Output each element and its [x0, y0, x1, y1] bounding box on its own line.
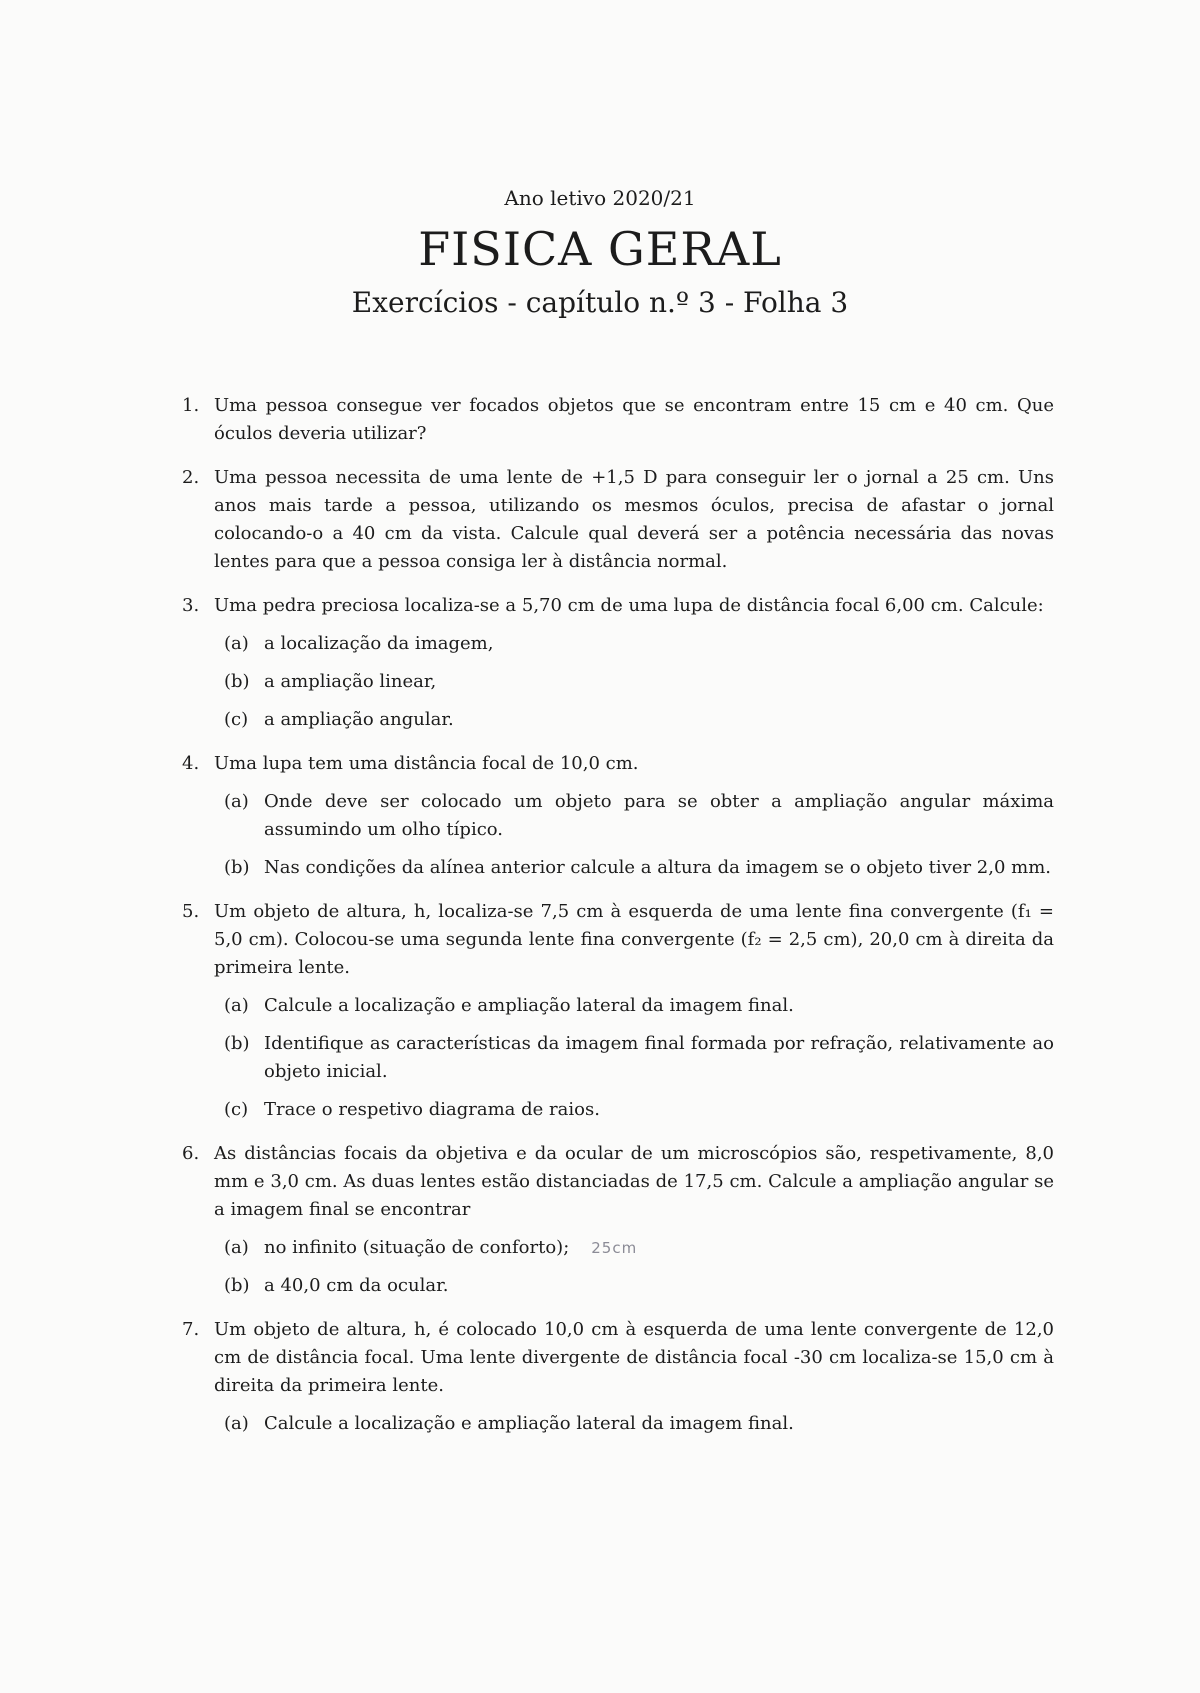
sub-question-label: (c)	[224, 709, 249, 730]
sub-question	[214, 1234, 1054, 1262]
exercise-text: As distâncias focais da objetiva e da ocular de um microscópios são, respetivamente, 8,0 mm e 3,0 cm. As duas lentes estão distanciadas de 17,5 cm. Calcule a ampliação angular se a imagem final se encontrar	[214, 1143, 1054, 1220]
sub-question	[214, 1272, 1054, 1300]
exercise-5	[182, 898, 1054, 1124]
sub-question	[214, 1096, 1054, 1124]
exercise-text: Uma lupa tem uma distância focal de 10,0 cm.	[214, 753, 639, 774]
sub-question-label: (a)	[224, 995, 249, 1016]
exercise-text: Uma pessoa consegue ver focados objetos que se encontram entre 15 cm e 40 cm. Que óculos deveria utilizar?	[214, 395, 1054, 444]
exercise-text: Uma pessoa necessita de uma lente de +1,5 D para conseguir ler o jornal a 25 cm. Uns anos mais tarde a pessoa, utilizando os mesmos óculos, precisa de afastar o jornal colocando-o a 40 cm da vista. Calcule qual deverá ser a potência necessária das novas lentes para que a pessoa consiga ler à distância normal.	[214, 467, 1054, 572]
sub-question-label: (a)	[224, 1413, 249, 1434]
sub-question-list	[214, 1410, 1054, 1438]
sub-question	[214, 706, 1054, 734]
handwritten-note: 25cm	[591, 1239, 638, 1257]
exercise-number: 2.	[182, 467, 200, 488]
sub-question-label: (a)	[224, 1237, 249, 1258]
sub-question-label: (a)	[224, 791, 249, 812]
exercise-list	[182, 392, 1054, 1454]
sub-question-label: (b)	[224, 1275, 250, 1296]
sub-question-text: Calcule a localização e ampliação lateral da imagem final.	[264, 995, 794, 1016]
sub-question	[214, 668, 1054, 696]
sub-question	[214, 992, 1054, 1020]
exercise-3	[182, 592, 1054, 734]
sub-question-text: a 40,0 cm da ocular.	[264, 1275, 449, 1296]
exercise-number: 3.	[182, 595, 200, 616]
sub-question-text: Onde deve ser colocado um objeto para se obter a ampliação angular máxima assumindo um olho típico.	[264, 791, 1054, 840]
sub-question-label: (b)	[224, 857, 250, 878]
sub-question-label: (b)	[224, 1033, 250, 1054]
exercise-number: 1.	[182, 395, 200, 416]
school-year: Ano letivo 2020/21	[504, 186, 696, 210]
page-subtitle: Exercícios - capítulo n.º 3 - Folha 3	[351, 286, 849, 319]
sub-question	[214, 854, 1054, 882]
exercise-4	[182, 750, 1054, 882]
sub-question-text: Nas condições da alínea anterior calcule a altura da imagem se o objeto tiver 2,0 mm.	[264, 857, 1052, 878]
page-title: FISICA GERAL	[418, 222, 782, 276]
exercise-text: Um objeto de altura, h, localiza-se 7,5 cm à esquerda de uma lente fina convergente (f₁ = 5,0 cm). Colocou-se uma segunda lente fina convergente (f₂ = 2,5 cm), 20,0 cm à direita da primeira lente.	[214, 901, 1054, 978]
exercise-1	[182, 392, 1054, 448]
sub-question-text: no infinito (situação de conforto);	[264, 1237, 570, 1258]
exercise-6	[182, 1140, 1054, 1300]
sub-question-list	[214, 1234, 1054, 1300]
exercise-number: 4.	[182, 753, 200, 774]
exercise-7	[182, 1316, 1054, 1438]
sub-question	[214, 630, 1054, 658]
sub-question-text: a localização da imagem,	[264, 633, 494, 654]
sub-question	[214, 1410, 1054, 1438]
sub-question	[214, 1030, 1054, 1086]
exercise-number: 7.	[182, 1319, 200, 1340]
sub-question-text: Calcule a localização e ampliação lateral da imagem final.	[264, 1413, 794, 1434]
exercise-number: 6.	[182, 1143, 200, 1164]
sub-question-text: Identifique as características da imagem final formada por refração, relativamente ao objeto inicial.	[264, 1033, 1054, 1082]
sub-question-text: Trace o respetivo diagrama de raios.	[264, 1099, 600, 1120]
sub-question-text: a ampliação angular.	[264, 709, 454, 730]
sub-question-label: (b)	[224, 671, 250, 692]
exercise-text: Uma pedra preciosa localiza-se a 5,70 cm de uma lupa de distância focal 6,00 cm. Calcule:	[214, 595, 1044, 616]
sub-question-list	[214, 630, 1054, 734]
exercise-text: Um objeto de altura, h, é colocado 10,0 cm à esquerda de uma lente convergente de 12,0 cm de distância focal. Uma lente divergente de distância focal -30 cm localiza-se 15,0 cm à direita da primeira lente.	[214, 1319, 1054, 1396]
sub-question-text: a ampliação linear,	[264, 671, 437, 692]
sub-question-list	[214, 992, 1054, 1124]
exercise-number: 5.	[182, 901, 200, 922]
sub-question-list	[214, 788, 1054, 882]
sub-question-label: (c)	[224, 1099, 249, 1120]
sub-question	[214, 788, 1054, 844]
sub-question-label: (a)	[224, 633, 249, 654]
exercise-2	[182, 464, 1054, 576]
